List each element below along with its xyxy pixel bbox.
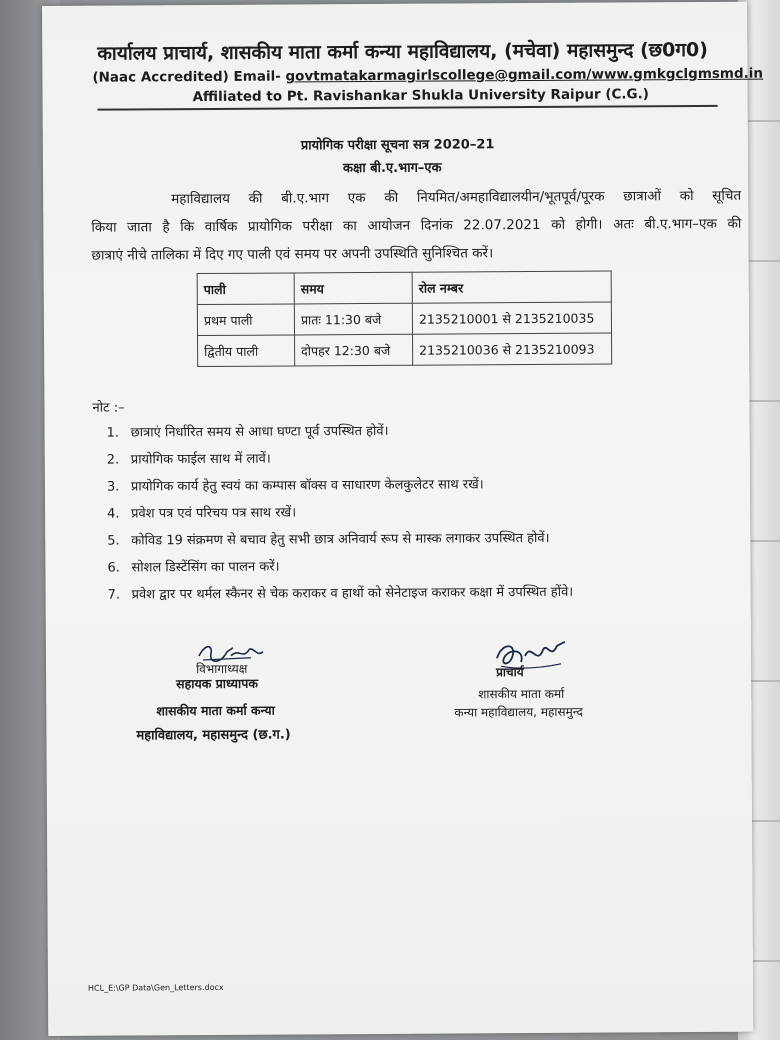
notice-paragraph — [91, 182, 742, 270]
list-item: 4. प्रवेश पत्र एवं परिचय पत्र साथ रखें। — [107, 505, 297, 522]
header-roll: रोल नम्बर — [412, 271, 611, 303]
notes-list — [107, 417, 574, 609]
cell-shift: द्वितीय पाली — [198, 335, 295, 367]
paragraph-line: महाविद्यालय की बी.ए.भाग एक की नियमित/अमहाविद्यालयीन/भूतपूर्व/पूरक छात्राओं को सूचित — [171, 187, 742, 208]
notice-class: कक्षा बी.ए.भाग–एक — [342, 160, 442, 177]
document-page — [42, 2, 764, 1036]
cell-roll: 2135210036 से 2135210093 — [413, 333, 612, 365]
list-item: 3. प्रायोगिक कार्य हेतु स्वयं का कम्पास बॉक्स व साधारण केलकुलेटर साथ रखें। — [106, 477, 484, 495]
notes-label: नोट :– — [92, 400, 125, 416]
accreditation-line — [92, 66, 763, 86]
cell-shift: प्रथम पाली — [197, 304, 294, 336]
list-item: 5. कोविड 19 संक्रमण से बचाव हेतु सभी छात्र अनिवार्य रूप से मास्क लगाकर उपस्थित होवें। — [107, 530, 550, 549]
header-shift: पाली — [197, 273, 294, 305]
paragraph-line: किया जाता है कि वार्षिक प्रायोगिक परीक्षा का आयोजन दिनांक 22.07.2021 को होगी। अतः बी.ए.भाग–एक की — [91, 215, 742, 236]
list-item: 1. छात्राएं निर्धारित समय से आधा घण्टा पूर्व उपस्थित होवें। — [106, 423, 389, 441]
schedule-table — [197, 271, 613, 368]
table-row — [197, 302, 611, 336]
left-sign-institution: शासकीय माता कर्मा कन्या — [156, 702, 275, 719]
left-sign-designation-2: सहायक प्राध्यापक — [176, 675, 258, 692]
cell-time: प्रातः 11:30 बजे — [294, 303, 412, 335]
cell-roll: 2135210001 से 2135210035 — [412, 302, 611, 334]
principal-label: प्राचार्य — [496, 665, 524, 680]
list-item: 7. प्रवेश द्वार पर थर्मल स्कैनर से चेक कराकर व हाथों को सेनेटाइज कराकर कक्षा में उपस्थित होंवे। — [107, 584, 574, 603]
header-rule — [98, 105, 718, 111]
list-item: 6. सोशल डिस्टेंसिंग का पालन करें। — [107, 559, 280, 576]
table-row — [198, 333, 612, 367]
cell-time: दोपहर 12:30 बजे — [295, 334, 413, 366]
notice-title: प्रायोगिक परीक्षा सूचना सत्र 2020–21 — [300, 137, 495, 154]
office-title: कार्यालय प्राचार्य, शासकीय माता कर्मा कन्या महाविद्यालय, (मचेवा) महासमुन्द (छ0ग0) — [97, 38, 708, 65]
email-website: govtmatakarmagirlscollege@gmail.com/www.gmkgclgmsmd.in — [285, 65, 764, 85]
file-path-footer: HCL_E:\GP Data\Gen_Letters.docx — [87, 982, 224, 993]
affiliation-line: Affiliated to Pt. Ravishankar Shukla University Raipur (C.G.) — [192, 86, 649, 106]
right-sign-institution: शासकीय माता कर्मा — [478, 686, 565, 702]
paragraph-line: छात्राएं नीचे तालिका में दिए गए पाली एवं समय पर अपनी उपस्थिति सुनिश्चित करें। — [91, 245, 494, 264]
header-time: समय — [294, 272, 412, 304]
list-item: 2. प्रायोगिक फाईल साथ में लावें। — [106, 451, 271, 468]
right-sign-location: कन्या महाविद्यालय, महासमुन्द — [454, 704, 583, 720]
left-sign-designation-1: विभागाध्यक्ष — [196, 661, 248, 677]
left-sign-location: महाविद्यालय, महासमुन्द (छ.ग.) — [136, 727, 291, 744]
accreditation-label: (Naac Accredited) Email- — [92, 68, 286, 86]
table-header-row — [197, 271, 611, 305]
